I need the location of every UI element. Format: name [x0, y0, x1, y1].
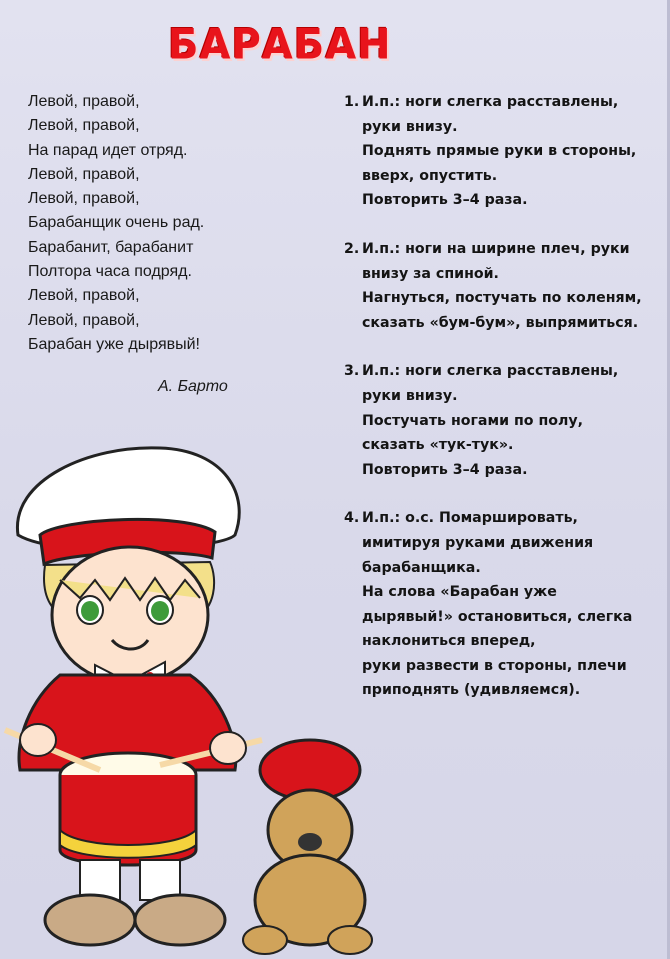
poem-line: Левой, правой,	[28, 287, 140, 305]
poem-line: Барабанит, барабанит	[28, 238, 194, 256]
exercise-number: 1.	[344, 94, 360, 110]
exercise-line: имитируя руками движения	[362, 534, 594, 551]
exercise-item	[344, 237, 644, 335]
exercise-number: 3.	[344, 363, 360, 380]
exercise-line: наклониться вперед,	[362, 633, 536, 650]
exercise-line: вверх, опустить.	[362, 167, 498, 184]
exercise-line: Постучать ногами по полу,	[362, 412, 584, 429]
poem-line: На парад идет отряд.	[28, 141, 188, 159]
poem-line: Левой, правой,	[28, 311, 140, 329]
exercise-line: Нагнуться, постучать по коленям,	[362, 290, 642, 307]
exercise-line: приподнять (удивляемся).	[362, 682, 581, 699]
exercise-line: дырявый!» остановиться, слегка	[362, 608, 633, 625]
poem-line: Левой, правой,	[28, 93, 140, 110]
poem-line: Левой, правой,	[28, 190, 140, 208]
exercise-line: И.п.: ноги слегка расставлены,	[362, 363, 619, 380]
puppy-icon	[243, 740, 372, 954]
poem-line: Левой, правой,	[28, 165, 140, 183]
exercise-number: 2.	[344, 240, 360, 257]
exercise-number: 4.	[344, 510, 360, 527]
poem-line: Барабанщик очень рад.	[28, 214, 205, 232]
drummer-boy-icon	[5, 448, 262, 945]
exercise-line: Повторить 3–4 раза.	[362, 461, 528, 478]
exercise-line: руки развести в стороны, плечи	[362, 657, 627, 674]
exercise-line: Повторить 3–4 раза.	[362, 192, 528, 209]
exercise-line: сказать «бум-бум», выпрямиться.	[362, 314, 639, 331]
exercise-line: На слова «Барабан уже	[362, 584, 557, 601]
exercise-line: И.п.: ноги на ширине плеч, руки	[362, 240, 630, 257]
poem-author: А. Барто	[158, 378, 228, 395]
drummer-boy-illustration	[0, 440, 420, 959]
exercise-line: Поднять прямые руки в стороны,	[362, 143, 637, 160]
poem	[28, 90, 318, 357]
exercise-line: руки внизу.	[362, 387, 458, 404]
poem-line: Левой, правой,	[28, 117, 140, 135]
exercise-line: внизу за спиной.	[362, 265, 499, 282]
page-title: БАРАБАН	[168, 20, 392, 70]
exercise-line: И.п.: ноги слегка расставлены,	[362, 94, 619, 110]
poem-line: Полтора часа подряд.	[28, 263, 192, 281]
poem-line: Барабан уже дырявый!	[28, 335, 200, 353]
exercise-item	[344, 90, 644, 213]
exercise-line: И.п.: о.с. Помаршировать,	[362, 510, 578, 527]
exercise-line: барабанщика.	[362, 559, 481, 576]
exercise-line: руки внизу.	[362, 118, 458, 135]
exercise-line: сказать «тук-тук».	[362, 437, 514, 454]
